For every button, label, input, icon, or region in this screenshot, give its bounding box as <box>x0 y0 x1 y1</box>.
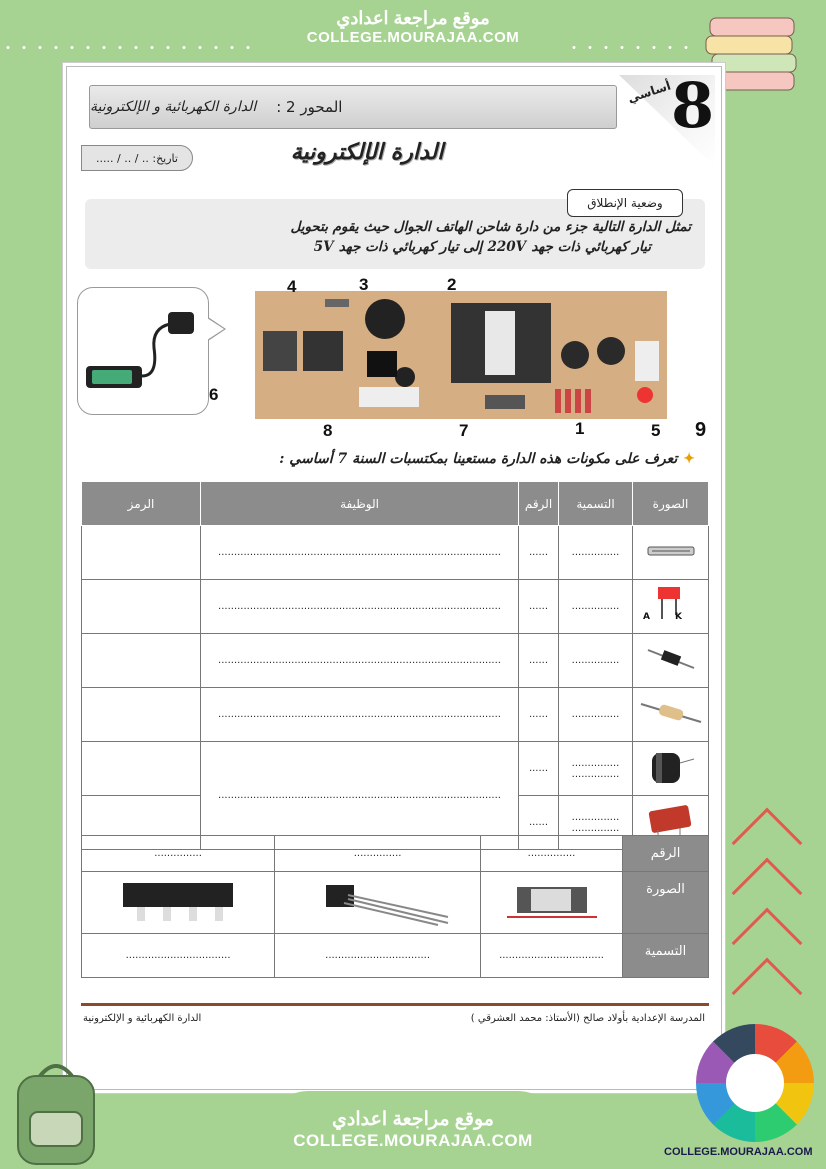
worksheet <box>66 66 722 1090</box>
row-label-num: الرقم <box>623 836 709 872</box>
circuit-board <box>255 291 667 419</box>
banner-arabic: موقع مراجعة اعدادي <box>332 1109 494 1130</box>
dotted-line-left <box>0 46 260 49</box>
callout-8: 8 <box>323 421 333 440</box>
callout-5: 5 <box>651 421 661 440</box>
fuse-icon <box>633 526 709 580</box>
function-cell[interactable]: ......................................................................................... <box>201 634 519 688</box>
col-function: الوظيفة <box>201 482 519 526</box>
num-cell[interactable]: ...... <box>519 796 559 850</box>
name-cell[interactable]: ................................. <box>82 934 275 978</box>
date-field: تاريخ: .. / .. / ..... <box>81 145 193 171</box>
electrolytic-capacitor-icon <box>633 742 709 796</box>
brand-text[interactable]: COLLEGE.MOURAJAA.COM <box>664 1146 813 1158</box>
callout-7: 7 <box>459 421 469 440</box>
num-cell[interactable]: ...... <box>519 526 559 580</box>
banner-arabic: موقع مراجعة اعدادي <box>336 8 490 28</box>
diode-icon <box>633 634 709 688</box>
led-pin-k: K <box>674 612 682 622</box>
num-cell[interactable]: ............... <box>275 836 481 872</box>
ic-chip-icon <box>82 872 275 934</box>
table-row <box>82 836 709 872</box>
footer-subject: الدارة الكهربائية و الإلكترونية <box>83 1013 202 1024</box>
name-cell[interactable]: ............... <box>559 688 633 742</box>
table-row <box>82 688 709 742</box>
table-row <box>82 580 709 634</box>
table-row <box>82 934 709 978</box>
brand-logo <box>696 1024 814 1142</box>
num-cell[interactable]: ............... <box>82 836 275 872</box>
callout-6: 6 <box>209 385 219 404</box>
situation-label: وضعية الإنطلاق <box>567 189 683 217</box>
row-label-image: الصورة <box>623 872 709 934</box>
led-icon <box>633 580 709 634</box>
axis-title: الدارة الكهربائية و الإلكترونية <box>90 99 257 115</box>
bottom-banner <box>268 1091 558 1169</box>
chevron-up-icon <box>732 958 803 1029</box>
task-text: تعرف على مكونات هذه الدارة مستعينا بمكتسبات السنة 7 أساسي : <box>279 451 678 467</box>
name-cell[interactable]: ............... <box>559 580 633 634</box>
name-cell[interactable]: ............... ............... <box>559 742 633 796</box>
situation-line-1: تمثل الدارة التالية جزء من دارة شاحن الهاتف الجوال حيث يقوم بتحويل <box>290 219 691 235</box>
table-row <box>82 742 709 796</box>
col-symbol: الرمز <box>82 482 201 526</box>
function-cell[interactable]: ......................................................................................... <box>201 580 519 634</box>
banner-site[interactable]: COLLEGE.MOURAJAA.COM <box>306 28 520 46</box>
name-cell[interactable]: ............... <box>559 526 633 580</box>
grade-word: أساسي <box>625 78 673 106</box>
symbol-cell[interactable] <box>82 634 201 688</box>
name-cell[interactable]: ................................. <box>481 934 623 978</box>
num-cell[interactable]: ............... <box>481 836 623 872</box>
name-cell[interactable]: ............... ............... <box>559 796 633 850</box>
callout-1: 1 <box>575 419 585 438</box>
star-icon: ✦ <box>683 451 695 467</box>
num-cell[interactable]: ...... <box>519 742 559 796</box>
components-table <box>81 481 709 850</box>
footer-school: المدرسة الإعدادية بأولاد صالح (الأستاذ: محمد العشرقي ) <box>470 1013 705 1024</box>
backpack-icon <box>4 1056 108 1166</box>
axis-label: المحور 2 : <box>276 98 343 116</box>
grade-number: 8 <box>671 69 715 142</box>
num-cell[interactable]: ...... <box>519 688 559 742</box>
task-instruction <box>217 451 695 467</box>
col-name: التسمية <box>559 482 633 526</box>
function-cell[interactable]: ......................................................................................... <box>201 742 519 850</box>
footer-divider <box>81 1003 709 1006</box>
col-num: الرقم <box>519 482 559 526</box>
callout-4: 4 <box>287 277 297 296</box>
function-cell[interactable]: ......................................................................................... <box>201 526 519 580</box>
name-cell[interactable]: ................................. <box>275 934 481 978</box>
table-row <box>82 526 709 580</box>
bubble-tail <box>208 317 226 341</box>
num-cell[interactable]: ...... <box>519 634 559 688</box>
symbol-cell[interactable] <box>82 580 201 634</box>
num-cell[interactable]: ...... <box>519 580 559 634</box>
phone-charger-icon <box>78 288 208 414</box>
table-header <box>82 482 709 526</box>
banner-site[interactable]: COLLEGE.MOURAJAA.COM <box>293 1130 533 1150</box>
transformer-icon <box>481 872 623 934</box>
symbol-cell[interactable] <box>82 526 201 580</box>
transistor-icon <box>275 872 481 934</box>
circuit-board-icon <box>255 291 667 419</box>
function-cell[interactable]: ......................................................................................... <box>201 688 519 742</box>
led-pin-a: A <box>642 612 650 622</box>
symbol-cell[interactable] <box>82 688 201 742</box>
components-table-2 <box>81 835 709 978</box>
col-image: الصورة <box>633 482 709 526</box>
callout-3: 3 <box>359 275 369 294</box>
situation-line-2: تيار كهربائي ذات جهد 220V إلى تيار كهربائي ذات جهد 5V <box>313 239 651 255</box>
phone-charger-bubble <box>77 287 209 415</box>
callout-9: 9 <box>695 419 707 441</box>
callout-2: 2 <box>447 275 457 294</box>
axis-header <box>89 85 617 129</box>
row-label-name: التسمية <box>623 934 709 978</box>
resistor-icon <box>633 688 709 742</box>
table-row <box>82 634 709 688</box>
symbol-cell[interactable] <box>82 742 201 796</box>
dotted-line-right <box>566 46 696 49</box>
page-title: الدارة الإلكترونية <box>290 139 444 165</box>
table-row <box>82 872 709 934</box>
name-cell[interactable]: ............... <box>559 634 633 688</box>
top-banner <box>263 0 563 60</box>
